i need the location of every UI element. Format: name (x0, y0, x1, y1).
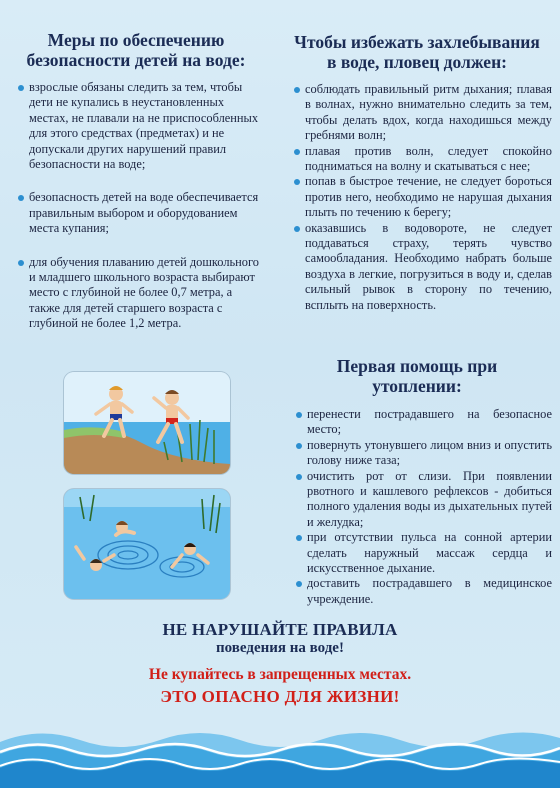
rules-warning-subtitle: поведения на воде! (216, 640, 344, 656)
swimmer-rules-heading (274, 32, 560, 72)
bullet-icon (296, 412, 302, 418)
bullet-icon (294, 149, 300, 155)
forbidden-places-warning: Не купайтесь в запрещенных местах. (148, 666, 412, 683)
bullet-icon (296, 443, 302, 449)
list-item: безопасность детей на воде обеспечивается правильным выбором и оборудованием места купания; (18, 190, 264, 236)
list-item: очистить рот от слизи. При появлении рвотного и кашлевого рефлексов - добиться полного удаления воды из дыхательных путей и желудка; (296, 469, 552, 531)
bullet-icon (296, 581, 302, 587)
list-item: взрослые обязаны следить за тем, чтобы дети не купались в неустановленных местах, не плавали на не приспособленных для этого средствах (предметах) и не допускали других нарушений правил безопасности на воде; (18, 80, 264, 172)
bullet-icon (18, 195, 24, 201)
rules-warning-title: НЕ НАРУШАЙТЕ ПРАВИЛА (162, 620, 398, 639)
list-item: попав в быстрое течение, не следует бороться против него, необходимо не нарушая дыхания плыть по течению к берегу; (294, 174, 552, 220)
child-safety-list (18, 80, 264, 350)
heading-line: Первая помощь при (336, 356, 498, 376)
list-item: соблюдать правильный ритм дыхания; плавая в волнах, нужно внимательно следить за тем, чтобы делать вдох, когда находишься между гребнями волн; (294, 82, 552, 144)
list-item: при отсутствии пульса на сонной артерии сделать наружный массаж сердца и искусственное дыхание. (296, 530, 552, 576)
heading-line: Меры по обеспечению (47, 30, 225, 50)
list-item: доставить пострадавшего в медицинское учреждение. (296, 576, 552, 607)
bullet-icon (296, 474, 302, 480)
heading-line: безопасности детей на воде: (26, 50, 246, 70)
list-item: оказавшись в водовороте, не следует поддаваться страху, терять чувство самообладания. Необходимо набрать больше воздуха в легкие, погрузиться в воду и, сделав сильный рывок в сторону по течению, всплыть на поверхность. (294, 221, 552, 313)
child-safety-heading (10, 30, 262, 70)
danger-warning: ЭТО ОПАСНО ДЛЯ ЖИЗНИ! (160, 687, 400, 706)
bullet-icon (18, 85, 24, 91)
heading-line: утоплении: (372, 376, 462, 396)
list-item: для обучения плаванию детей дошкольного и младшего школьного возраста выбирают место с глубиной не более 0,7 метра, а также для детей старшего возраста с глубиной не более 1,2 метра. (18, 255, 264, 332)
children-shallow-water-image (64, 372, 230, 474)
swimmer-rules-list (294, 82, 552, 313)
bullet-icon (18, 260, 24, 266)
list-item: повернуть утонувшего лицом вниз и опустить голову ниже таза; (296, 438, 552, 469)
bullet-icon (296, 535, 302, 541)
first-aid-list (296, 407, 552, 607)
first-aid-heading (274, 356, 560, 396)
bullet-icon (294, 87, 300, 93)
waves-decoration (0, 712, 560, 788)
bullet-icon (294, 179, 300, 185)
heading-line: Чтобы избежать захлебывания (294, 32, 540, 52)
list-item: перенести пострадавшего на безопасное место; (296, 407, 552, 438)
heading-line: в воде, пловец должен: (327, 52, 507, 72)
children-whirlpool-image (64, 489, 230, 599)
bullet-icon (294, 226, 300, 232)
list-item: плавая против волн, следует спокойно подниматься на волну и скатываться с нее; (294, 144, 552, 175)
